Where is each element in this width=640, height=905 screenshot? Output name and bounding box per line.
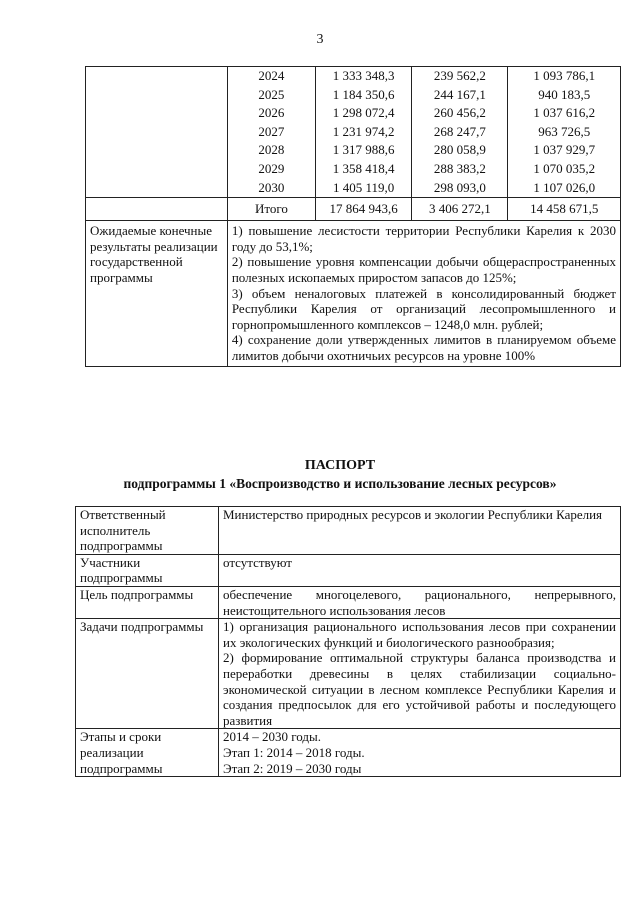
- value-cell: 298 093,0: [433, 179, 486, 195]
- passport-paragraph: отсутствуют: [223, 554, 292, 570]
- passport-row: [76, 586, 621, 618]
- year-cell: 2029: [258, 160, 285, 176]
- financing-label-cell: [86, 67, 228, 198]
- value-cell: 268 247,7: [433, 123, 486, 139]
- financing-label-cell: [86, 198, 228, 221]
- value-cell: 280 058,9: [433, 142, 486, 158]
- value-cell: 1 107 026,0: [533, 179, 596, 195]
- second-funding-column: [412, 67, 508, 198]
- passport-paragraph: 2) формирование оптимальной структуры баланса производства и переработки древесины в целях стабилизации социально-экономической ситуации в лесном комплексе Республики Карелия и создания предпосылок для его устойчивой работы и последующего развития: [223, 650, 616, 728]
- passport-row-value: [219, 554, 621, 586]
- value-cell: 940 183,5: [538, 86, 591, 102]
- value-cell: 260 456,2: [433, 105, 486, 121]
- value-cell: 1 231 974,2: [332, 123, 395, 139]
- expected-results-row: [86, 221, 621, 366]
- passport-title: ПАСПОРТ: [304, 458, 376, 473]
- passport-row-label: Этапы и сроки реализации подпрограммы: [76, 729, 219, 777]
- year-cell: 2026: [258, 105, 285, 121]
- value-cell: 1 298 072,4: [332, 105, 395, 121]
- passport-paragraph: 2014 – 2030 годы.: [223, 729, 321, 745]
- passport-paragraph: Этап 1: 2014 – 2018 годы.: [223, 744, 365, 760]
- year-column: [227, 67, 315, 198]
- expected-results-label: Ожидаемые конечные результаты реализации государственной программы: [86, 221, 228, 366]
- value-cell: 288 383,2: [433, 160, 486, 176]
- value-cell: 1 070 035,2: [533, 160, 596, 176]
- passport-row: [76, 729, 621, 777]
- value-cell: 1 184 350,6: [332, 86, 395, 102]
- total-value: 3 406 272,1: [412, 198, 508, 221]
- financing-total-row: [86, 198, 621, 221]
- passport-row-label: Задачи подпрограммы: [76, 619, 219, 729]
- passport-row-value: [219, 619, 621, 729]
- passport-row-value: [219, 729, 621, 777]
- value-cell: 1 333 348,3: [332, 68, 395, 83]
- total-label: Итого: [227, 198, 315, 221]
- financing-years-row: [86, 67, 621, 198]
- passport-paragraph: 1) организация рационального использования лесов при сохранении их экологических функций и биологического разнообразия;: [223, 619, 616, 650]
- result-item: 1) повышение лесистости территории Республики Карелия к 2030 году до 53,1%;: [231, 223, 616, 254]
- year-cell: 2028: [258, 142, 285, 158]
- value-cell: 244 167,1: [433, 86, 486, 102]
- result-item: 3) объем неналоговых платежей в консолидированный бюджет Республики Карелия от организаций лесопромышленного и горнопромышленного комплексов – 1248,0 млн. рублей;: [231, 285, 616, 332]
- value-cell: 1 037 616,2: [533, 105, 596, 121]
- passport-paragraph: Министерство природных ресурсов и экологии Республики Карелия: [223, 507, 603, 522]
- passport-row: [76, 554, 621, 586]
- result-item: 2) повышение уровня компенсации добычи общераспространенных полезных ископаемых приростом запасов до 125%;: [231, 254, 616, 285]
- result-item: 4) сохранение доли утвержденных лимитов в планируемом объеме лимитов добычи охотничьих ресурсов на уровне 100%: [231, 332, 616, 363]
- value-cell: 963 726,5: [538, 123, 591, 139]
- year-cell: 2024: [258, 68, 285, 83]
- passport-row-value: [219, 507, 621, 555]
- passport-paragraph: Этап 2: 2019 – 2030 годы: [223, 760, 362, 776]
- total-value: 17 864 943,6: [315, 198, 411, 221]
- value-cell: 1 358 418,4: [332, 160, 395, 176]
- year-cell: 2025: [258, 86, 285, 102]
- passport-row-label: Цель подпрограммы: [76, 586, 219, 618]
- value-cell: 1 317 988,6: [332, 142, 395, 158]
- expected-results-text: [227, 221, 620, 366]
- passport-row: [76, 619, 621, 729]
- value-cell: 239 562,2: [433, 68, 486, 83]
- third-funding-column: [508, 67, 621, 198]
- financing-table: [85, 66, 621, 367]
- value-cell: 1 037 929,7: [533, 142, 596, 158]
- passport-row-label: Участники подпрограммы: [76, 554, 219, 586]
- passport-row-label: Ответственный исполнитель подпрограммы: [76, 507, 219, 555]
- year-cell: 2027: [258, 123, 285, 139]
- page-number: 3: [316, 32, 324, 47]
- total-value: 14 458 671,5: [508, 198, 621, 221]
- passport-row-value: [219, 586, 621, 618]
- passport-subtitle: подпрограммы 1 «Воспроизводство и использование лесных ресурсов»: [123, 476, 557, 491]
- value-cell: 1 405 119,0: [332, 179, 395, 195]
- passport-paragraph: обеспечение многоцелевого, рационального, непрерывного, неистощительного использования лесов: [223, 586, 616, 618]
- passport-table: [75, 506, 621, 777]
- total-funding-column: [315, 67, 411, 198]
- value-cell: 1 093 786,1: [533, 68, 596, 83]
- year-cell: 2030: [258, 179, 285, 195]
- passport-row: [76, 507, 621, 555]
